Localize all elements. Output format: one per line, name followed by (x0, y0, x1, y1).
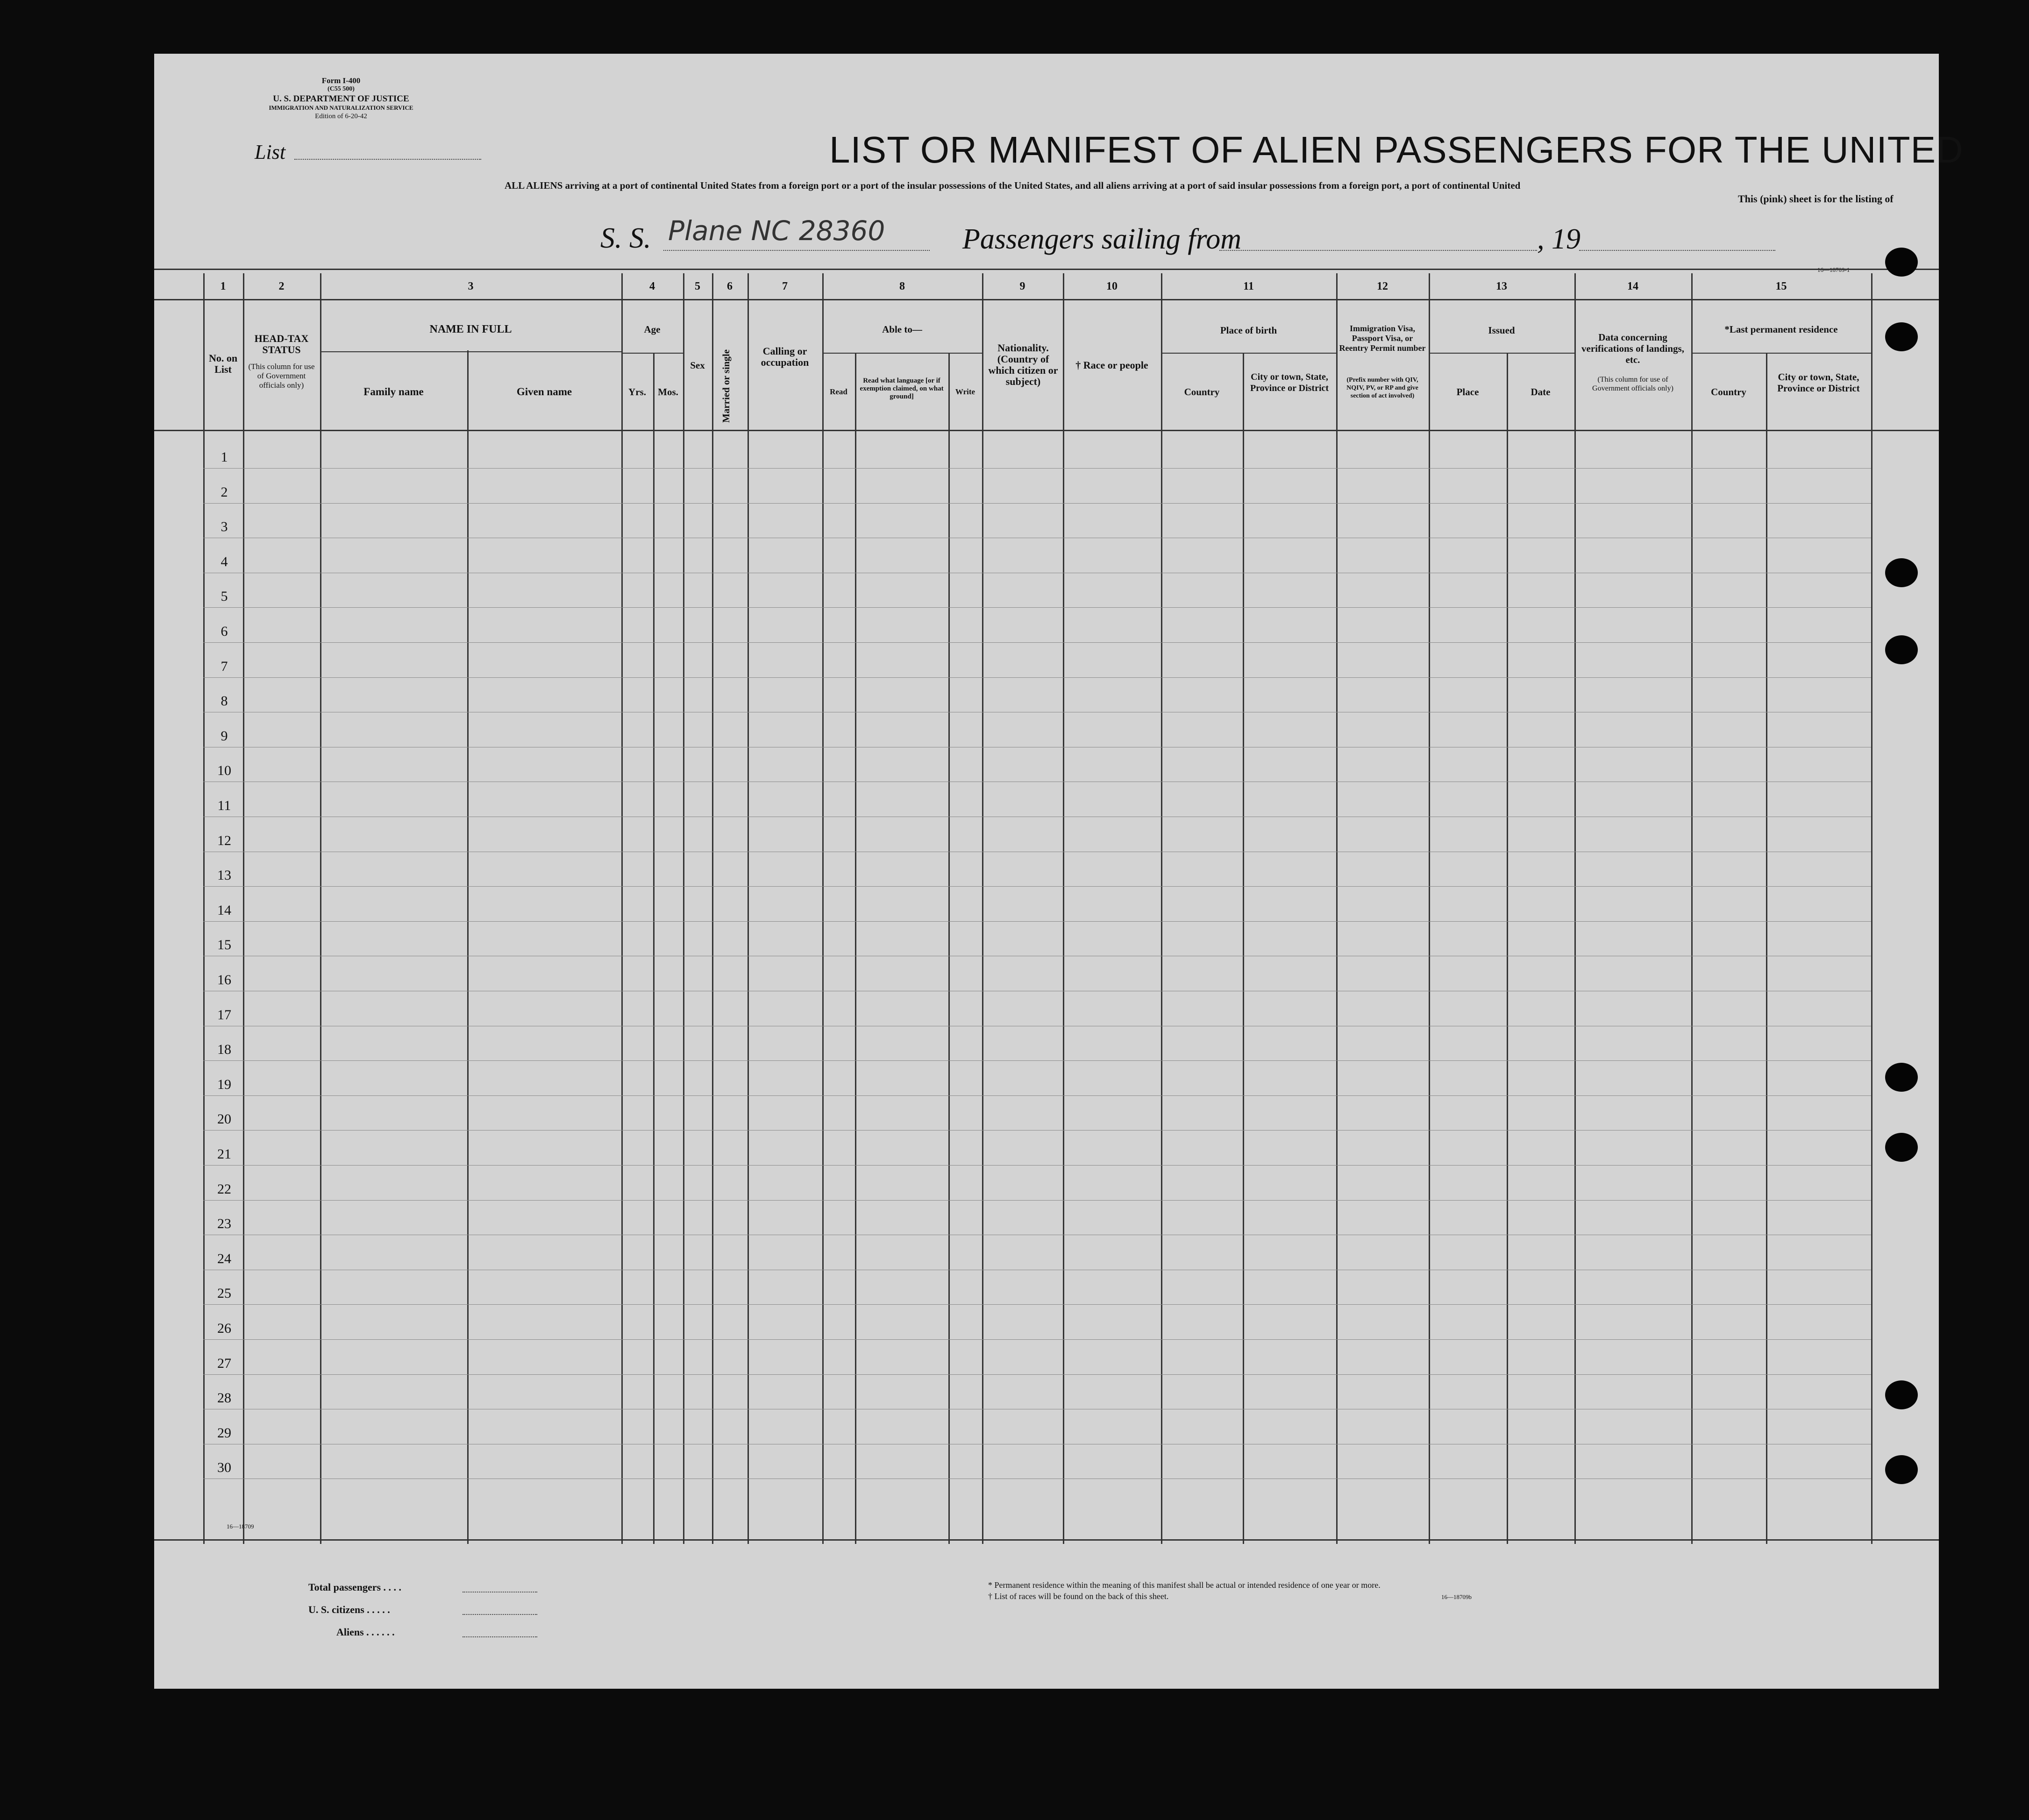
header-last-residence: *Last permanent residence (1724, 324, 1838, 335)
header-age-months: Mos. (658, 386, 678, 398)
header-race-or-people: † Race or people (1075, 359, 1148, 371)
header-name-in-full: NAME IN FULL (429, 323, 512, 335)
table-top-border (154, 269, 1939, 270)
row-number: 20 (217, 1111, 231, 1127)
bottom-form-code: 16—18709 (227, 1523, 254, 1530)
row-number: 17 (217, 1007, 231, 1023)
row-rule (203, 1095, 1871, 1096)
col-sep-4 (621, 273, 623, 1544)
col-sep-4b (653, 353, 655, 1544)
row-number: 3 (221, 519, 228, 535)
row-number: 1 (221, 449, 228, 465)
row-number: 12 (217, 832, 231, 848)
header-sex: Sex (690, 360, 705, 371)
col-number-10: 10 (1106, 280, 1118, 292)
col-sep-13b (1507, 353, 1508, 1544)
footnote-code: 16—18709b (1441, 1593, 1472, 1600)
col-number-14: 14 (1627, 280, 1638, 292)
punch-hole (1885, 1133, 1918, 1162)
row-number: 23 (217, 1216, 231, 1232)
punch-hole (1885, 1063, 1918, 1092)
header-visa-number: Immigration Visa, Passport Visa, or Reentry Permit number (1339, 324, 1426, 353)
row-number: 9 (221, 728, 228, 744)
punch-hole (1885, 1380, 1918, 1409)
row-number: 29 (217, 1425, 231, 1441)
us-citizens-label: U. S. citizens . . . . . (308, 1604, 390, 1615)
vessel-prefix: S. S. (600, 222, 651, 254)
header-residence-country: Country (1711, 386, 1746, 398)
col-sep-9 (982, 273, 983, 1544)
residence-subheader-line (1691, 353, 1871, 354)
sailing-from-line (1219, 250, 1537, 251)
row-rule (203, 607, 1871, 608)
col-number-4: 4 (649, 280, 655, 292)
header-no-on-list: No. on List (208, 352, 238, 375)
header-family-name: Family name (363, 386, 424, 398)
row-rule (203, 1374, 1871, 1375)
col-sep-15 (1691, 273, 1693, 1544)
name-subheader-line (320, 351, 621, 352)
row-number: 16 (217, 972, 231, 988)
row-number: 6 (221, 624, 228, 639)
col-sep-13 (1429, 273, 1430, 1544)
col-sep-10 (1063, 273, 1064, 1544)
header-write: Write (955, 387, 975, 396)
row-rule (203, 1165, 1871, 1166)
row-number: 5 (221, 589, 228, 604)
row-number: 11 (217, 798, 231, 813)
punch-hole (1885, 558, 1918, 587)
row-number: 8 (221, 693, 228, 709)
header-married-or-single: Married or single (720, 349, 732, 423)
header-nationality: Nationality. (Country of which citizen or subject) (988, 342, 1058, 387)
header-age: Age (644, 324, 661, 335)
table-header-bottom (154, 430, 1939, 431)
row-number: 27 (217, 1355, 231, 1371)
year-label: , 19 (1537, 223, 1580, 255)
col-number-9: 9 (1019, 280, 1025, 292)
col-sep-3 (320, 273, 321, 1544)
col-sep-8b (855, 353, 856, 1544)
punch-hole (1885, 1455, 1918, 1484)
aliens-label: Aliens . . . . . . (336, 1626, 395, 1638)
col-sep-6 (712, 273, 713, 1544)
row-rule (203, 1200, 1871, 1201)
row-rule (203, 677, 1871, 678)
department-name: U. S. DEPARTMENT OF JUSTICE (273, 94, 409, 104)
col-sep-8c (948, 353, 950, 1544)
row-number: 18 (217, 1042, 231, 1058)
header-issued-date: Date (1531, 386, 1551, 398)
row-number: 13 (217, 867, 231, 883)
header-age-years: Yrs. (628, 386, 646, 398)
us-citizens-line (463, 1614, 537, 1615)
header-visa-note: (Prefix number with QIV, NQIV, PV, or RP and give section of act involved) (1346, 377, 1418, 399)
row-rule (203, 1060, 1871, 1061)
header-given-name: Given name (516, 386, 572, 398)
header-birth-country: Country (1184, 386, 1220, 398)
header-read-language: Read what language [or if exemption claimed, on what ground] (860, 377, 944, 400)
col-number-5: 5 (695, 280, 700, 292)
row-rule (203, 921, 1871, 922)
header-head-tax-note: (This column for use of Government officials only) (248, 362, 315, 390)
row-number: 22 (217, 1181, 231, 1197)
row-number: 25 (217, 1286, 231, 1301)
header-head-tax-status: HEAD-TAX STATUS (254, 333, 309, 355)
row-number: 19 (217, 1076, 231, 1092)
row-number: 30 (217, 1460, 231, 1476)
header-issued-place: Place (1456, 386, 1479, 398)
issued-subheader-line (1429, 353, 1574, 354)
header-place-of-birth: Place of birth (1220, 325, 1277, 336)
col-number-3: 3 (468, 280, 474, 292)
row-number: 24 (217, 1251, 231, 1266)
row-rule (203, 642, 1871, 643)
header-residence-city: City or town, State, Province or District (1777, 371, 1860, 394)
footnote-residence: * Permanent residence within the meaning of this manifest shall be actual or intended residence of one year or more. (988, 1580, 1381, 1590)
col-sep-15b (1766, 353, 1767, 1544)
edition-date: Edition of 6-20-42 (315, 113, 367, 120)
col-number-1: 1 (220, 280, 226, 292)
aliens-line (463, 1636, 537, 1637)
manifest-sheet (154, 54, 1964, 1689)
punch-hole (1885, 248, 1918, 277)
manifest-subtitle-2: This (pink) sheet is for the listing of (1738, 193, 1894, 205)
form-code: (C55 500) (327, 85, 355, 92)
col-number-6: 6 (727, 280, 733, 292)
header-verifications: Data concerning verifications of landings, etc. (1581, 332, 1684, 365)
row-rule (203, 1339, 1871, 1340)
list-number-line (294, 159, 481, 160)
col-number-13: 13 (1496, 280, 1507, 292)
table-number-row-border (154, 299, 1939, 300)
col-sep-12 (1336, 273, 1338, 1544)
row-number: 26 (217, 1321, 231, 1336)
row-rule (203, 1304, 1871, 1305)
table-bottom-border (154, 1539, 1939, 1541)
col-sep-11 (1161, 273, 1162, 1544)
manifest-title: LIST OR MANIFEST OF ALIEN PASSENGERS FOR THE UNITED (829, 129, 1964, 171)
row-number: 10 (217, 763, 231, 779)
col-number-15: 15 (1775, 280, 1787, 292)
header-able-to: Able to— (882, 324, 922, 335)
col-sep-11b (1243, 353, 1244, 1544)
row-number: 15 (217, 937, 231, 953)
col-sep-16 (1871, 273, 1872, 1544)
header-verifications-note: (This column for use of Government officials only) (1592, 376, 1673, 392)
header-read: Read (830, 387, 847, 396)
row-rule (203, 503, 1871, 504)
row-number: 4 (221, 554, 228, 569)
punch-hole (1885, 635, 1918, 664)
col-number-8: 8 (899, 280, 905, 292)
punch-hole (1885, 322, 1918, 351)
col-number-12: 12 (1377, 280, 1388, 292)
col-sep-8 (822, 273, 824, 1544)
col-sep-3b (467, 350, 469, 1544)
col-sep-7 (748, 273, 749, 1544)
manifest-subtitle-1: ALL ALIENS arriving at a port of continental United States from a foreign port or a port of the insular possessions of the United States, and all aliens arriving at a port of said insular possessions from a foreign port, a port of continental United (505, 180, 1521, 191)
form-number: Form I-400 (321, 76, 361, 85)
footnote-races: † List of races will be found on the back of this sheet. (988, 1592, 1169, 1601)
row-number: 7 (221, 658, 228, 674)
col-sep-14 (1574, 273, 1576, 1544)
sailing-from-label: Passengers sailing from (962, 223, 1242, 255)
col-number-11: 11 (1243, 280, 1254, 292)
col-number-7: 7 (782, 280, 788, 292)
corner-code (1817, 266, 1850, 274)
able-subheader-line (822, 353, 982, 354)
row-number: 28 (217, 1390, 231, 1406)
vessel-name-handwritten: Plane NC 28360 (668, 215, 885, 247)
col-number-2: 2 (278, 280, 285, 292)
row-number: 14 (217, 902, 231, 918)
service-name: IMMIGRATION AND NATURALIZATION SERVICE (269, 104, 413, 111)
age-subheader-line (621, 353, 683, 354)
row-rule (203, 886, 1871, 887)
date-line (1579, 250, 1775, 251)
header-birth-city: City or town, State, Province or District (1250, 372, 1329, 393)
row-rule (203, 468, 1871, 469)
list-label: List (255, 141, 286, 164)
row-number: 2 (221, 484, 228, 500)
col-sep-5 (683, 273, 684, 1544)
row-number: 21 (217, 1146, 231, 1162)
header-issued: Issued (1488, 325, 1515, 336)
header-calling-occupation: Calling or occupation (761, 345, 809, 368)
birth-subheader-line (1161, 353, 1336, 354)
vessel-name-line (663, 250, 930, 251)
total-passengers-label: Total passengers . . . . (308, 1581, 402, 1593)
